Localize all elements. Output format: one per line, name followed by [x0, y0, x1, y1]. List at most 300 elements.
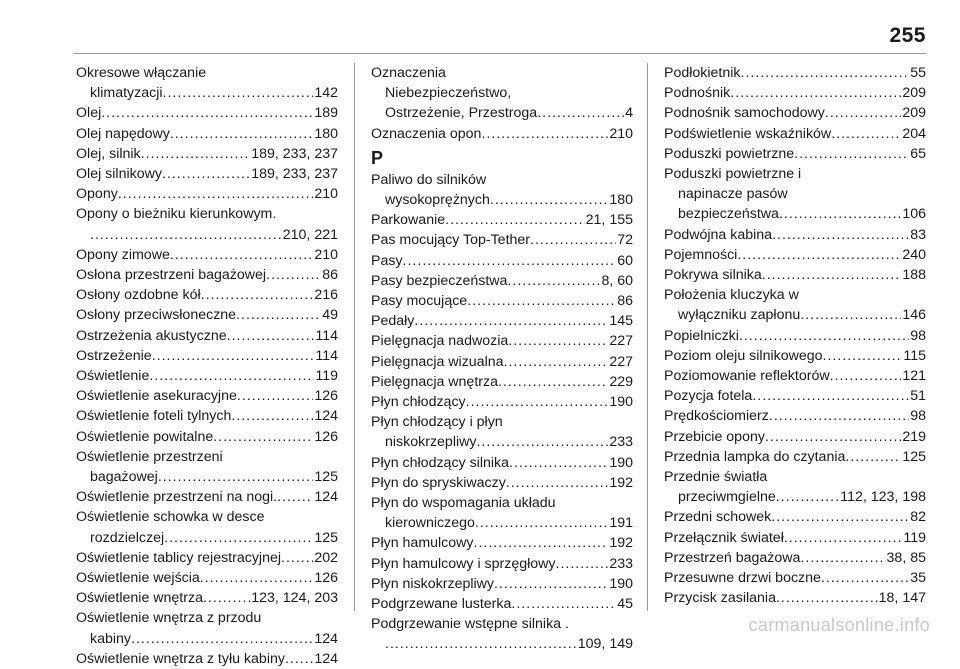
- dot-leader: [467, 291, 616, 311]
- page-reference: 210: [609, 125, 633, 142]
- dot-leader: [170, 245, 313, 265]
- column-divider: [354, 63, 355, 611]
- index-term: Paliwo do silników: [371, 171, 487, 188]
- index-term: Oświetlenie tablicy rejestracyjnej: [76, 549, 282, 566]
- dot-leader: [823, 346, 903, 366]
- index-term: Osłony ozdobne kół: [76, 287, 201, 304]
- index-term: kabiny: [90, 630, 132, 647]
- dot-leader: [737, 245, 901, 265]
- page-reference: 124: [314, 630, 338, 647]
- index-entry: [371, 291, 633, 311]
- index-entry: [664, 326, 926, 346]
- page-reference: 210: [314, 186, 338, 203]
- index-term: Pedały: [371, 313, 415, 330]
- index-entry: [371, 432, 633, 452]
- index-term: klimatyzacji: [90, 85, 163, 102]
- page-reference: 146: [902, 307, 926, 324]
- dot-leader: [509, 453, 608, 473]
- dot-leader: [556, 554, 609, 574]
- index-entry: [76, 326, 338, 346]
- page-reference: 83: [910, 226, 926, 243]
- dot-leader: [800, 305, 901, 325]
- page-reference: 142: [314, 85, 338, 102]
- page-reference: 21, 155: [585, 212, 633, 229]
- page-reference: 65: [910, 145, 926, 162]
- index-entry: [76, 608, 338, 628]
- index-term: kierowniczego: [385, 515, 475, 532]
- page-reference: 35: [910, 570, 926, 587]
- dot-leader: [277, 487, 313, 507]
- index-term: rozdzielczej: [90, 529, 165, 546]
- index-term: Przebicie opony: [664, 428, 765, 445]
- page-reference: 191: [609, 515, 633, 532]
- page-reference: 233: [609, 555, 633, 572]
- dot-leader: [131, 629, 313, 649]
- index-term: Poduszki powietrzne: [664, 145, 795, 162]
- index-entry: [371, 331, 633, 351]
- dot-leader: [511, 594, 616, 614]
- dot-leader: [141, 144, 251, 164]
- index-term: Ostrzeżenie, Przestroga: [385, 105, 538, 122]
- dot-leader: [236, 305, 321, 325]
- index-entry: [371, 372, 633, 392]
- index-term: Oświetlenie asekuracyjne: [76, 388, 237, 405]
- index-term: Oświetlenie schowka w desce: [76, 509, 265, 526]
- index-entry: [76, 568, 338, 588]
- index-entry: [371, 311, 633, 331]
- index-term: Podświetlenie wskaźników: [664, 125, 832, 142]
- index-term: Olej, silnik: [76, 145, 141, 162]
- index-entry: [664, 528, 926, 548]
- index-term: Oznaczenia opon: [371, 125, 482, 142]
- index-term: Podgrzewane lusterka: [371, 596, 512, 613]
- index-entry: [664, 588, 926, 608]
- index-entry: [76, 285, 338, 305]
- page-reference: 86: [617, 293, 633, 310]
- page-reference: 124: [314, 489, 338, 506]
- dot-leader: [475, 513, 608, 533]
- index-entry: [371, 574, 633, 594]
- index-term: Położenia kluczyka w: [664, 287, 799, 304]
- dot-leader: [403, 251, 617, 271]
- index-term: Opony zimowe: [76, 246, 170, 263]
- index-term: Ostrzeżenia akustyczne: [76, 327, 227, 344]
- page-reference: 114: [315, 327, 338, 344]
- dot-leader: [445, 210, 585, 230]
- page-reference: 189, 233, 237: [251, 166, 338, 183]
- index-term: Oświetlenie powitalne: [76, 428, 214, 445]
- page-reference: 125: [314, 469, 338, 486]
- index-term: Płyn chłodzący i płyn: [371, 414, 503, 431]
- page-reference: 123, 124, 203: [251, 590, 338, 607]
- page-reference: 55: [910, 65, 926, 81]
- page-reference: 216: [314, 287, 338, 304]
- page-reference: 98: [910, 408, 926, 425]
- index-term: Pielęgnacja nadwozia: [371, 333, 509, 350]
- index-term: Płyn chłodzący silnika: [371, 454, 509, 471]
- dot-leader: [285, 649, 313, 669]
- index-entry: [76, 366, 338, 386]
- index-term: Oświetlenie wejścia: [76, 570, 200, 587]
- index-term: Podnośnik samochodowy: [664, 105, 825, 122]
- dot-leader: [845, 447, 901, 467]
- page-reference: 209: [902, 85, 926, 102]
- page-reference: 210, 221: [282, 226, 338, 243]
- index-term: bezpieczeństwa: [678, 206, 779, 223]
- index-entry: [664, 507, 926, 527]
- index-term: Płyn chłodzący: [371, 394, 466, 411]
- page-reference: 192: [609, 474, 633, 491]
- index-entry: [371, 103, 633, 123]
- dot-leader: [506, 473, 609, 493]
- index-term: Przednie światła: [664, 469, 768, 486]
- index-term: Płyn hamulcowy i sprzęgłowy: [371, 555, 556, 572]
- index-term: Płyn hamulcowy: [371, 535, 474, 552]
- page-reference: 109, 149: [577, 636, 633, 653]
- index-entry: [371, 83, 633, 103]
- index-entry: [664, 386, 926, 406]
- page-reference: 145: [609, 313, 633, 330]
- index-term: Ostrzeżenie: [76, 347, 152, 364]
- index-term: Podnośnik: [664, 85, 731, 102]
- index-term: Przesuwne drzwi boczne: [664, 570, 821, 587]
- index-term: Niebezpieczeństwo,: [385, 85, 512, 102]
- dot-leader: [776, 588, 878, 608]
- index-term: Oświetlenie wnętrza z przodu: [76, 610, 262, 627]
- index-entry: [76, 184, 338, 204]
- dot-leader: [237, 386, 313, 406]
- index-term: Oświetlenie foteli tylnych: [76, 408, 232, 425]
- page-reference: 204: [902, 125, 926, 142]
- index-entry: [664, 245, 926, 265]
- index-term: Olej silnikowy: [76, 166, 162, 183]
- page-reference: 190: [609, 575, 633, 592]
- dot-leader: [831, 124, 901, 144]
- dot-leader: [490, 190, 608, 210]
- index-term: przeciwmgielne: [678, 489, 776, 506]
- page-reference: 45: [617, 596, 633, 613]
- index-entry: [371, 352, 633, 372]
- index-entry: [371, 493, 633, 513]
- index-entry: [664, 406, 926, 426]
- index-entry: [76, 83, 338, 103]
- page-reference: 126: [314, 388, 338, 405]
- page-reference: 119: [903, 529, 926, 546]
- dot-leader: [414, 311, 608, 331]
- index-term: Popielniczki: [664, 327, 739, 344]
- index-entry: [76, 629, 338, 649]
- page-reference: 51: [910, 388, 926, 405]
- index-term: Przełącznik świateł: [664, 529, 784, 546]
- dot-leader: [739, 326, 909, 346]
- page-reference: 202: [314, 549, 338, 566]
- index-entry: [371, 594, 633, 614]
- dot-leader: [474, 533, 609, 553]
- dot-leader: [765, 427, 901, 447]
- index-term: Poduszki powietrzne i: [664, 166, 802, 183]
- index-column-2: [371, 63, 633, 655]
- index-term: Oświetlenie przestrzeni: [76, 448, 223, 465]
- page-reference: 126: [314, 428, 338, 445]
- page-reference: 119: [315, 368, 338, 385]
- index-term: Pielęgnacja wizualna: [371, 353, 504, 370]
- dot-leader: [203, 588, 250, 608]
- watermark: carmanualsonline.info: [748, 615, 930, 635]
- header-rule: [74, 53, 926, 54]
- index-entry: [76, 427, 338, 447]
- index-entry: [664, 103, 926, 123]
- index-term: Podłokietnik: [664, 65, 741, 81]
- page-reference: 190: [609, 454, 633, 471]
- dot-leader: [227, 326, 315, 346]
- page-reference: 180: [314, 125, 338, 142]
- index-term: Pojemności: [664, 246, 738, 263]
- index-entry: [76, 588, 338, 608]
- page-reference: 125: [314, 529, 338, 546]
- dot-leader: [162, 164, 250, 184]
- index-term: Przedni schowek: [664, 509, 772, 526]
- index-entry: [76, 467, 338, 487]
- index-entry: [76, 386, 338, 406]
- index-entry: [664, 568, 926, 588]
- index-term: Olej: [76, 105, 102, 122]
- index-entry: [76, 164, 338, 184]
- index-term: Podgrzewanie wstępne silnika .: [371, 616, 569, 633]
- page-reference: 124: [314, 408, 338, 425]
- index-term: Płyn do wspomagania układu: [371, 495, 556, 512]
- dot-leader: [481, 124, 608, 144]
- index-entry: [371, 412, 633, 432]
- page-reference: 229: [609, 373, 633, 390]
- dot-leader: [784, 528, 903, 548]
- index-entry: [664, 447, 926, 467]
- page-reference: 190: [609, 394, 633, 411]
- page-reference: 114: [315, 347, 338, 364]
- index-term: Oświetlenie przestrzeni na nogi.: [76, 489, 278, 506]
- index-term: Pas mocujący Top-Tether: [371, 232, 531, 249]
- page-reference: 124: [314, 650, 338, 667]
- dot-leader: [741, 63, 910, 83]
- dot-leader: [530, 230, 616, 250]
- index-entry: [664, 305, 926, 325]
- index-term: bagażowej: [90, 469, 158, 486]
- index-entry: [664, 124, 926, 144]
- page-reference: 60: [617, 252, 633, 269]
- page-reference: 126: [314, 570, 338, 587]
- index-entry: [664, 83, 926, 103]
- index-entry: [371, 251, 633, 271]
- dot-leader: [821, 568, 909, 588]
- index-entry: [371, 513, 633, 533]
- index-term: niskokrzepliwy: [385, 434, 477, 451]
- index-term: Osłony przeciwsłoneczne: [76, 307, 237, 324]
- index-column-3: [664, 63, 926, 608]
- index-entry: [76, 225, 338, 245]
- dot-leader: [537, 103, 624, 123]
- index-entry: [371, 473, 633, 493]
- page-reference: 98: [910, 327, 926, 344]
- index-entry: [371, 271, 633, 291]
- index-term: P: [371, 147, 384, 168]
- index-term: Przestrzeń bagażowa: [664, 549, 801, 566]
- page-reference: 192: [609, 535, 633, 552]
- page-reference: 38, 85: [886, 549, 926, 566]
- index-term: Olej napędowy: [76, 125, 170, 142]
- index-entry: [76, 507, 338, 527]
- index-term: Opony o bieżniku kierunkowym.: [76, 206, 277, 223]
- index-entry: [76, 548, 338, 568]
- dot-leader: [231, 406, 313, 426]
- page-number: 255: [889, 24, 926, 47]
- index-entry: [371, 170, 633, 190]
- dot-leader: [466, 392, 609, 412]
- index-entry: [76, 63, 338, 83]
- dot-leader: [762, 265, 902, 285]
- dot-leader: [164, 528, 313, 548]
- index-term: Przednia lampka do czytania: [664, 448, 846, 465]
- index-term: Pasy mocujące: [371, 293, 468, 310]
- dot-leader: [200, 568, 314, 588]
- index-entry: [76, 204, 338, 224]
- page-reference: 189, 233, 237: [251, 145, 338, 162]
- index-term: Płyn do spryskiwaczy: [371, 474, 506, 491]
- page-reference: 8, 60: [601, 272, 633, 289]
- index-term: Osłona przestrzeni bagażowej: [76, 267, 267, 284]
- index-entry: [664, 548, 926, 568]
- index-entry: [371, 614, 633, 634]
- dot-leader: [800, 548, 885, 568]
- dot-leader: [825, 103, 901, 123]
- index-term: Pozycja fotela: [664, 388, 753, 405]
- index-term: Oznaczenia: [371, 65, 446, 81]
- dot-leader: [170, 124, 313, 144]
- index-entry: [76, 103, 338, 123]
- index-term: Oświetlenie wnętrza z tyłu kabiny: [76, 650, 285, 667]
- dot-leader: [830, 366, 902, 386]
- index-entry: [664, 164, 926, 184]
- page-reference: 82: [910, 509, 926, 526]
- index-entry: [76, 144, 338, 164]
- page-reference: 240: [902, 246, 926, 263]
- index-entry: [664, 285, 926, 305]
- index-entry: [664, 487, 926, 507]
- dot-leader: [794, 144, 909, 164]
- dot-leader: [494, 574, 608, 594]
- index-term: Poziomowanie reflektorów: [664, 368, 830, 385]
- page-reference: 210: [314, 246, 338, 263]
- dot-leader: [90, 225, 282, 245]
- index-term: Przycisk zasilania: [664, 590, 776, 607]
- index-entry: [664, 265, 926, 285]
- page-reference: 121: [902, 368, 926, 385]
- page-reference: 49: [322, 307, 338, 324]
- page-reference: 106: [902, 206, 926, 223]
- index-term: Pasy bezpieczeństwa: [371, 272, 508, 289]
- dot-leader: [266, 265, 321, 285]
- index-term: Pasy: [371, 252, 403, 269]
- dot-leader: [508, 331, 608, 351]
- index-entry: [76, 346, 338, 366]
- index-entry: [371, 210, 633, 230]
- index-entry: [664, 427, 926, 447]
- index-term: Oświetlenie wnętrza: [76, 590, 203, 607]
- index-entry: [664, 63, 926, 83]
- index-entry: [76, 406, 338, 426]
- index-entry: [371, 392, 633, 412]
- page-reference: 18, 147: [878, 590, 926, 607]
- index-term: Pielęgnacja wnętrza: [371, 373, 498, 390]
- dot-leader: [772, 225, 909, 245]
- index-term: Opony: [76, 186, 118, 203]
- dot-leader: [730, 83, 901, 103]
- index-entry: [371, 634, 633, 654]
- page-reference: 227: [609, 353, 633, 370]
- dot-leader: [752, 386, 909, 406]
- dot-leader: [281, 548, 313, 568]
- index-term: Płyn niskokrzepliwy: [371, 575, 494, 592]
- page-reference: 188: [902, 267, 926, 284]
- index-entry: [76, 649, 338, 669]
- index-term: Okresowe włączanie: [76, 65, 207, 81]
- dot-leader: [152, 346, 315, 366]
- index-entry: [371, 124, 633, 144]
- index-entry: [371, 453, 633, 473]
- dot-leader: [779, 204, 901, 224]
- dot-leader: [201, 285, 314, 305]
- index-term: wyłączniku zapłonu: [678, 307, 801, 324]
- page-reference: 125: [902, 448, 926, 465]
- dot-leader: [163, 83, 314, 103]
- index-term: napinacze pasów: [678, 186, 788, 203]
- dot-leader: [769, 406, 909, 426]
- page-reference: 115: [903, 347, 926, 364]
- index-entry: [664, 346, 926, 366]
- page-reference: 86: [322, 267, 338, 284]
- page-reference: 180: [609, 192, 633, 209]
- dot-leader: [149, 366, 314, 386]
- dot-leader: [385, 634, 577, 654]
- page-reference: 189: [314, 105, 338, 122]
- index-entry: [371, 533, 633, 553]
- index-term: Pokrywa silnika: [664, 267, 762, 284]
- index-entry: [76, 245, 338, 265]
- index-entry: [371, 230, 633, 250]
- index-entry: [371, 554, 633, 574]
- index-term: wysokoprężnych: [385, 192, 490, 209]
- page-reference: 233: [609, 434, 633, 451]
- index-term: Poziom oleju silnikowego: [664, 347, 823, 364]
- dot-leader: [118, 184, 314, 204]
- page-reference: 227: [609, 333, 633, 350]
- index-entry: [664, 366, 926, 386]
- index-entry: [664, 225, 926, 245]
- index-entry: [664, 184, 926, 204]
- page-reference: 112, 123, 198: [840, 489, 926, 506]
- index-entry: [76, 528, 338, 548]
- index-entry: [76, 305, 338, 325]
- dot-leader: [101, 103, 313, 123]
- index-term: Parkowanie: [371, 212, 446, 229]
- dot-leader: [213, 427, 313, 447]
- index-entry: [76, 447, 338, 467]
- index-term: Oświetlenie: [76, 368, 150, 385]
- index-column-1: [76, 63, 338, 669]
- page-reference: 209: [902, 105, 926, 122]
- index-entry: [664, 204, 926, 224]
- section-letter: [371, 146, 633, 170]
- index-entry: [76, 265, 338, 285]
- index-entry: [664, 467, 926, 487]
